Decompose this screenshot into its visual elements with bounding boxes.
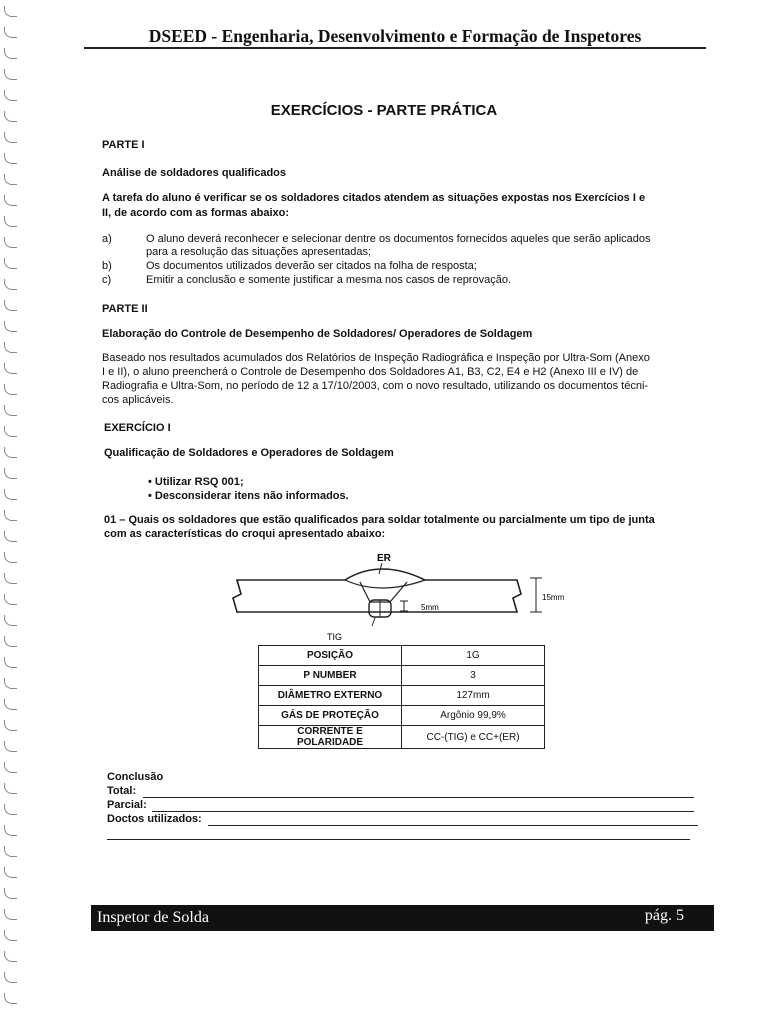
binder-hole <box>4 300 17 311</box>
question-line2: com as características do croqui apresentado abaixo: <box>104 528 386 540</box>
bullet-list <box>148 475 349 503</box>
thickness-dim-label: 15mm <box>542 593 565 602</box>
spec-value: Argônio 99,9% <box>402 706 545 726</box>
parte2-paragraph-line1: Baseado nos resultados acumulados dos Relatórios de Inspeção Radiográfica e Inspeção por Ultra-Som (Anexo <box>102 352 650 364</box>
exercicio1-subheading: Qualificação de Soldadores e Operadores de Soldagem <box>104 447 394 459</box>
tig-label: TIG <box>327 632 342 642</box>
doctos-answer-line[interactable] <box>208 825 698 826</box>
weld-joint-diagram <box>225 548 585 643</box>
binder-hole <box>4 657 17 668</box>
parte2-paragraph-line4: cos aplicáveis. <box>102 394 174 406</box>
binder-hole <box>4 174 17 185</box>
binder-hole <box>4 678 17 689</box>
conclusao-title: Conclusão <box>107 771 164 783</box>
binder-hole <box>4 531 17 542</box>
tig-leader <box>372 618 375 626</box>
binder-hole <box>4 972 17 983</box>
total-answer-line[interactable] <box>143 797 694 798</box>
binder-hole <box>4 993 17 1004</box>
binder-hole <box>4 762 17 773</box>
spec-value: 3 <box>402 666 545 686</box>
binder-hole <box>4 132 17 143</box>
list-letter: a) <box>102 233 112 245</box>
binder-hole <box>4 573 17 584</box>
parte2-paragraph-line2: I e II), o aluno preencherá o Controle de Desempenho dos Soldadores A1, B3, C2, E4 e H2 (Anexo III e IV) de <box>102 366 639 378</box>
bullet-item: • Desconsiderar itens não informados. <box>148 490 349 502</box>
list-text <box>146 233 706 259</box>
binder-hole <box>4 90 17 101</box>
spec-value: 1G <box>402 646 545 666</box>
binder-hole <box>4 846 17 857</box>
spec-key: P NUMBER <box>259 666 402 686</box>
page-header: DSEED - Engenharia, Desenvolvimento e Formação de Inspetores <box>148 26 642 46</box>
parte2-subheading: Elaboração do Controle de Desempenho de Soldadores/ Operadores de Soldagem <box>102 328 533 340</box>
binder-hole <box>4 741 17 752</box>
table-row <box>259 666 545 686</box>
list-letter: c) <box>102 274 112 286</box>
table-row <box>259 706 545 726</box>
plate-outline <box>233 569 521 612</box>
binder-hole <box>4 237 17 248</box>
binder-hole <box>4 783 17 794</box>
binder-hole <box>4 321 17 332</box>
binder-hole <box>4 447 17 458</box>
parte1-heading: PARTE I <box>102 139 145 151</box>
page-title: EXERCÍCIOS - PARTE PRÁTICA <box>270 102 498 119</box>
total-label: Total: <box>107 785 137 797</box>
parcial-label: Parcial: <box>107 799 147 811</box>
parte2-heading: PARTE II <box>102 303 148 315</box>
binder-hole <box>4 552 17 563</box>
question-line1: 01 – Quais os soldadores que estão qualificados para soldar totalmente ou parcialmente um tipo de junta <box>104 514 655 526</box>
binder-hole <box>4 384 17 395</box>
binder-hole <box>4 69 17 80</box>
page-footer <box>91 905 714 931</box>
binder-hole <box>4 636 17 647</box>
spec-table <box>258 645 545 749</box>
table-row <box>259 646 545 666</box>
table-row <box>259 686 545 706</box>
exercicio1-heading: EXERCÍCIO I <box>104 422 171 434</box>
spec-value: 127mm <box>402 686 545 706</box>
binder-hole <box>4 867 17 878</box>
binder-hole <box>4 909 17 920</box>
weld-bevel <box>360 582 407 602</box>
list-letter: b) <box>102 260 112 272</box>
spec-key: CORRENTE E POLARIDADE <box>259 726 402 749</box>
binder-hole <box>4 153 17 164</box>
spec-key: POSIÇÃO <box>259 646 402 666</box>
parte1-task-line1: A tarefa do aluno é verificar se os soldadores citados atendem as situações expostas nos Exercícios I e <box>102 192 646 204</box>
list-text-line: O aluno deverá reconhecer e selecionar dentre os documentos fornecidos aqueles que serão aplicados <box>146 233 651 245</box>
binder-hole <box>4 6 17 17</box>
root-dim-label: 5mm <box>421 603 439 612</box>
spec-key: GÁS DE PROTEÇÃO <box>259 706 402 726</box>
binder-hole <box>4 342 17 353</box>
binder-hole <box>4 615 17 626</box>
binder-hole <box>4 699 17 710</box>
binder-hole <box>4 594 17 605</box>
parte1-task-line2: II, de acordo com as formas abaixo: <box>102 207 290 219</box>
binder-hole <box>4 804 17 815</box>
binder-hole <box>4 720 17 731</box>
doctos-label: Doctos utilizados: <box>107 813 202 825</box>
binder-hole <box>4 279 17 290</box>
spec-value: CC-(TIG) e CC+(ER) <box>402 726 545 749</box>
list-text-line: para a resolução das situações apresentadas; <box>146 246 372 258</box>
weld-cap <box>345 580 425 588</box>
binder-hole <box>4 930 17 941</box>
binder-hole <box>4 258 17 269</box>
parte1-subheading: Análise de soldadores qualificados <box>102 167 286 179</box>
binder-hole <box>4 216 17 227</box>
spec-key: DIÂMETRO EXTERNO <box>259 686 402 706</box>
footer-title: Inspetor de Solda <box>97 909 209 926</box>
binder-holes <box>0 0 22 1024</box>
er-label: ER <box>377 553 391 564</box>
binder-hole <box>4 48 17 59</box>
list-text: Emitir a conclusão e somente justificar a mesma nos casos de reprovação. <box>146 274 511 286</box>
binder-hole <box>4 363 17 374</box>
parcial-answer-line[interactable] <box>152 811 694 812</box>
binder-hole <box>4 489 17 500</box>
binder-hole <box>4 468 17 479</box>
binder-hole <box>4 405 17 416</box>
header-rule <box>84 47 706 49</box>
bullet-item: • Utilizar RSQ 001; <box>148 476 244 488</box>
parte2-paragraph-line3: Radiografia e Ultra-Som, no período de 12 a 17/10/2003, com o novo resultado, utilizando os documentos técni- <box>102 380 649 392</box>
binder-hole <box>4 426 17 437</box>
binder-hole <box>4 825 17 836</box>
binder-hole <box>4 27 17 38</box>
page-number: pág. 5 <box>644 907 684 924</box>
doctos-answer-line-2[interactable] <box>107 839 690 840</box>
list-text: Os documentos utilizados deverão ser citados na folha de resposta; <box>146 260 477 272</box>
binder-hole <box>4 951 17 962</box>
binder-hole <box>4 888 17 899</box>
binder-hole <box>4 195 17 206</box>
table-row <box>259 726 545 749</box>
binder-hole <box>4 510 17 521</box>
